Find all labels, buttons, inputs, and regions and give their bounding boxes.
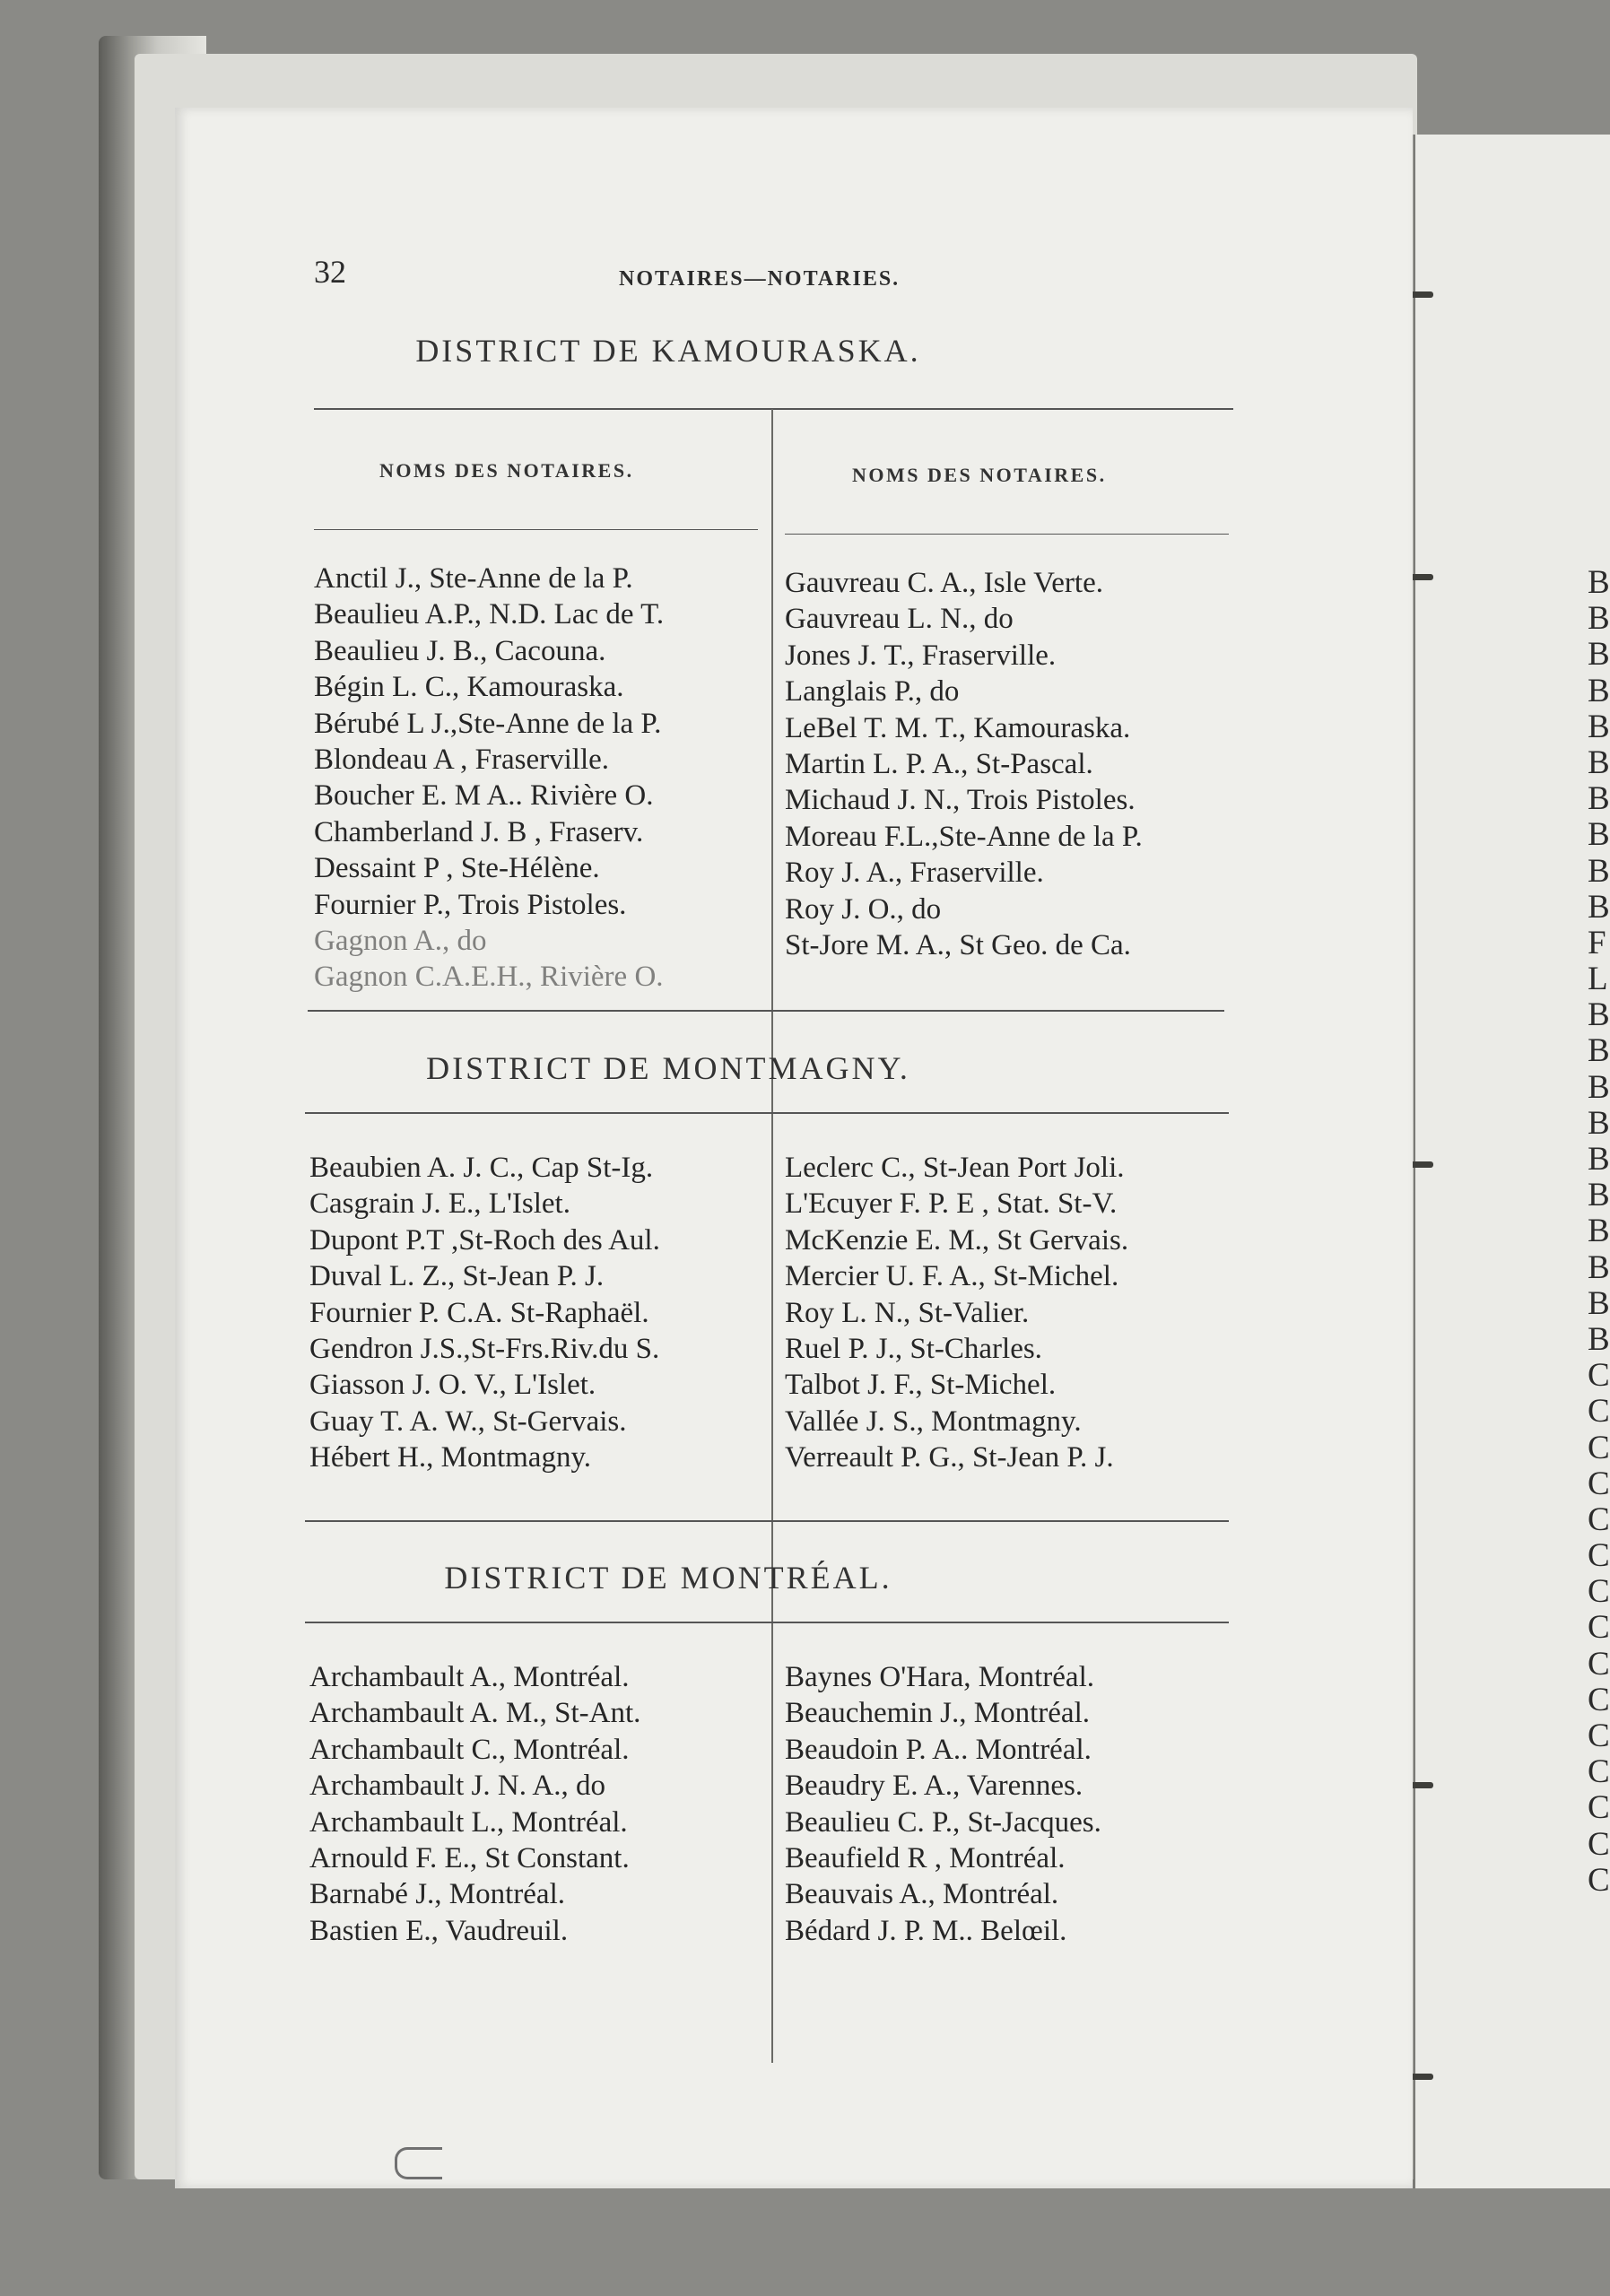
column-divider	[771, 1114, 773, 1625]
notary-entry: Beaudoin P. A.. Montréal.	[785, 1733, 1092, 1766]
margin-letter: B	[1588, 1320, 1610, 1358]
notary-entry: Beauvais A., Montréal.	[785, 1878, 1059, 1911]
margin-letter: B	[1588, 888, 1610, 926]
notary-entry: Roy J. O., do	[785, 892, 942, 926]
notary-entry: McKenzie E. M., St Gervais.	[785, 1223, 1129, 1257]
margin-letter: C	[1588, 1609, 1610, 1647]
margin-letter: C	[1588, 1429, 1610, 1466]
notary-entry: Archambault C., Montréal.	[309, 1733, 630, 1766]
notary-entry: Bérubé L J.,Ste-Anne de la P.	[314, 707, 662, 740]
notary-entry: Michaud J. N., Trois Pistoles.	[785, 784, 1136, 817]
notary-entry: L'Ecuyer F. P. E , Stat. St-V.	[785, 1187, 1118, 1221]
notary-entry: Archambault A. M., St-Ant.	[309, 1697, 641, 1730]
notary-list-right	[785, 1659, 1101, 1949]
margin-letter: B	[1588, 816, 1610, 854]
notary-entry: Duval L. Z., St-Jean P. J.	[309, 1260, 605, 1293]
notary-entry: Barnabé J., Montréal.	[309, 1878, 565, 1911]
table-rule	[305, 1520, 1229, 1522]
notary-entry: Beaubien A. J. C., Cap St-Ig.	[309, 1152, 654, 1184]
notary-entry: Beaudry E. A., Varennes.	[785, 1770, 1083, 1803]
notary-entry: Moreau F.L.,Ste-Anne de la P.	[785, 820, 1143, 853]
district-title-montmagny: DISTRICT DE MONTMAGNY.	[426, 1050, 910, 1086]
running-title: NOTAIRES—NOTARIES.	[619, 267, 901, 291]
notary-entry: Bégin L. C., Kamouraska.	[314, 671, 624, 704]
notary-entry: Dessaint P , Ste-Hélène.	[314, 852, 600, 885]
table-rule	[785, 534, 1229, 535]
margin-letter: C	[1588, 1645, 1610, 1683]
notary-entry: Gagnon A., do	[314, 924, 487, 957]
notary-entry: Martin L. P. A., St-Pascal.	[785, 747, 1093, 780]
margin-letter: B	[1588, 780, 1610, 818]
notary-entry: Beaulieu A.P., N.D. Lac de T.	[314, 598, 665, 631]
notary-entry: Vallée J. S., Montmagny.	[785, 1405, 1082, 1438]
margin-letter: B	[1588, 1248, 1610, 1286]
margin-letter: B	[1588, 852, 1610, 890]
notary-entry: Anctil J., Ste-Anne de la P.	[314, 562, 633, 595]
margin-letter: B	[1588, 1141, 1610, 1178]
margin-letter: L	[1588, 961, 1608, 998]
notary-list-left	[309, 1659, 640, 1949]
margin-letter: C	[1588, 1681, 1610, 1718]
column-divider	[771, 1623, 773, 2063]
margin-letter: C	[1588, 1753, 1610, 1791]
table-rule	[314, 408, 1233, 410]
table-rule	[308, 1010, 1224, 1012]
margin-letter: C	[1588, 1825, 1610, 1863]
notary-entry: Archambault J. N. A., do	[309, 1770, 605, 1803]
margin-letter: B	[1588, 1068, 1610, 1106]
book-page	[175, 108, 1413, 2188]
margin-letter: B	[1588, 564, 1610, 601]
margin-letter: B	[1588, 996, 1610, 1034]
margin-letter: C	[1588, 1861, 1610, 1899]
margin-letter: C	[1588, 1465, 1610, 1502]
notary-entry: Beauchemin J., Montréal.	[785, 1697, 1090, 1730]
notary-entry: Bédard J. P. M.. Belœil.	[785, 1914, 1067, 1947]
margin-letter: B	[1588, 672, 1610, 709]
district-title-kamouraska: DISTRICT DE KAMOURASKA.	[415, 333, 921, 369]
table-rule	[305, 1112, 1229, 1114]
margin-letter: C	[1588, 1357, 1610, 1395]
notary-list-right	[785, 1150, 1128, 1476]
notary-list-left	[314, 561, 664, 996]
notary-entry: Talbot J. F., St-Michel.	[785, 1369, 1057, 1402]
margin-letter: B	[1588, 1284, 1610, 1322]
table-rule	[305, 1622, 1229, 1623]
notary-entry: Hébert H., Montmagny.	[309, 1441, 592, 1474]
notary-entry: Arnould F. E., St Constant.	[309, 1841, 630, 1874]
notary-entry: Gauvreau L. N., do	[785, 603, 1014, 636]
margin-letter: C	[1588, 1718, 1610, 1754]
notary-entry: St-Jore M. A., St Geo. de Ca.	[785, 928, 1131, 961]
notary-entry: Fournier P. C.A. St-Raphaël.	[309, 1296, 649, 1329]
notary-entry: Verreault P. G., St-Jean P. J.	[785, 1441, 1114, 1474]
margin-letter: B	[1588, 744, 1610, 781]
facing-page-margin-letters	[1588, 564, 1610, 1899]
notary-entry: LeBel T. M. T., Kamouraska.	[785, 711, 1131, 744]
pencil-mark	[395, 2147, 442, 2179]
margin-letter: C	[1588, 1573, 1610, 1611]
notary-list-left	[309, 1150, 660, 1476]
margin-letter: B	[1588, 1213, 1610, 1250]
notary-entry: Guay T. A. W., St-Gervais.	[309, 1405, 627, 1438]
district-title-montreal: DISTRICT DE MONTRÉAL.	[444, 1560, 892, 1596]
notary-entry: Archambault A., Montréal.	[309, 1661, 630, 1693]
notary-entry: Boucher E. M A.. Rivière O.	[314, 779, 654, 813]
notary-entry: Giasson J. O. V., L'Islet.	[309, 1369, 596, 1402]
margin-letter: C	[1588, 1537, 1610, 1575]
notary-entry: Gauvreau C. A., Isle Verte.	[785, 567, 1103, 599]
notary-entry: Beaulieu J. B., Cacouna.	[314, 634, 606, 667]
notary-entry: Gendron J.S.,St-Frs.Riv.du S.	[309, 1332, 660, 1365]
margin-letter: F	[1588, 924, 1606, 961]
notary-entry: Fournier P., Trois Pistoles.	[314, 888, 627, 921]
column-header-left: NOMS DES NOTAIRES.	[379, 459, 634, 482]
notary-entry: Bastien E., Vaudreuil.	[309, 1914, 569, 1947]
notary-entry: Blondeau A , Fraserville.	[314, 743, 610, 776]
margin-letter: B	[1588, 636, 1610, 674]
page-number: 32	[314, 254, 346, 290]
notary-entry: Gagnon C.A.E.H., Rivière O.	[314, 961, 664, 994]
notary-entry: Casgrain J. E., L'Islet.	[309, 1187, 570, 1221]
notary-entry: Roy J. A., Fraserville.	[785, 857, 1044, 890]
notary-entry: Mercier U. F. A., St-Michel.	[785, 1260, 1119, 1293]
notary-entry: Leclerc C., St-Jean Port Joli.	[785, 1152, 1125, 1184]
margin-letter: B	[1588, 1032, 1610, 1070]
notary-entry: Jones J. T., Fraserville.	[785, 639, 1057, 672]
notary-entry: Langlais P., do	[785, 675, 960, 709]
notary-entry: Dupont P.T ,St-Roch des Aul.	[309, 1223, 660, 1257]
margin-letter: B	[1588, 1104, 1610, 1142]
notary-entry: Ruel P. J., St-Charles.	[785, 1332, 1042, 1365]
notary-entry: Beaufield R , Montréal.	[785, 1841, 1066, 1874]
notary-entry: Chamberland J. B , Fraserv.	[314, 815, 644, 848]
margin-letter: C	[1588, 1500, 1610, 1538]
margin-letter: B	[1588, 708, 1610, 745]
notary-entry: Archambault L., Montréal.	[309, 1805, 628, 1839]
notary-list-right	[785, 565, 1143, 963]
margin-letter: C	[1588, 1789, 1610, 1827]
facing-page	[1413, 135, 1610, 2188]
margin-letter: C	[1588, 1393, 1610, 1431]
margin-letter: B	[1588, 600, 1610, 638]
table-rule	[314, 529, 758, 530]
margin-letter: B	[1588, 1177, 1610, 1214]
notary-entry: Roy L. N., St-Valier.	[785, 1296, 1030, 1329]
notary-entry: Beaulieu C. P., St-Jacques.	[785, 1805, 1101, 1839]
notary-entry: Baynes O'Hara, Montréal.	[785, 1661, 1095, 1693]
column-header-right: NOMS DES NOTAIRES.	[852, 464, 1107, 486]
